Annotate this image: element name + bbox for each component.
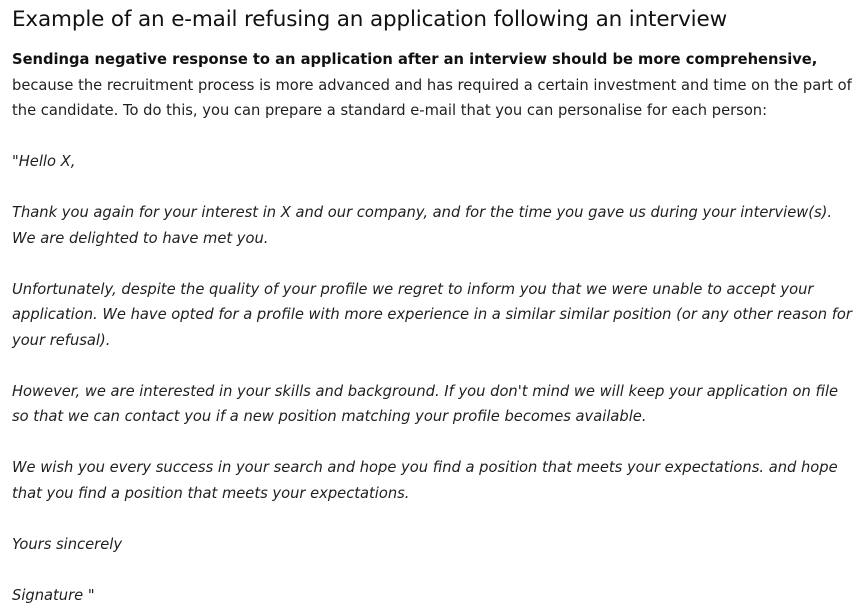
intro-paragraph xyxy=(12,47,855,124)
intro-text: because the recruitment process is more advanced and has required a certain investment and time on the part of the candidate. To do this, you can prepare a standard e-mail that you can personalise for each person: xyxy=(12,77,852,120)
email-template xyxy=(12,149,855,608)
letter-paragraph-thanks: Thank you again for your interest in X and our company, and for the time you gave us during your interview(s). We are delighted to have met you. xyxy=(12,200,855,251)
letter-signature: Signature " xyxy=(12,583,855,608)
letter-paragraph-refusal: Unfortunately, despite the quality of your profile we regret to inform you that we were unable to accept your application. We have opted for a profile with more experience in a similar similar position (or any other reason for your refusal). xyxy=(12,277,855,354)
letter-paragraph-wishes: We wish you every success in your search and hope you find a position that meets your expectations. and hope that you find a position that meets your expectations. xyxy=(12,455,855,506)
letter-paragraph-keep-on-file: However, we are interested in your skills and background. If you don't mind we will keep your application on file so that we can contact you if a new position matching your profile becomes available. xyxy=(12,379,855,430)
article-title: Example of an e-mail refusing an application following an interview xyxy=(12,6,855,34)
letter-closing: Yours sincerely xyxy=(12,532,855,558)
intro-bold-text: Sendinga negative response to an application after an interview should be more comprehensive, xyxy=(12,51,817,68)
letter-greeting: "Hello X, xyxy=(12,149,855,175)
